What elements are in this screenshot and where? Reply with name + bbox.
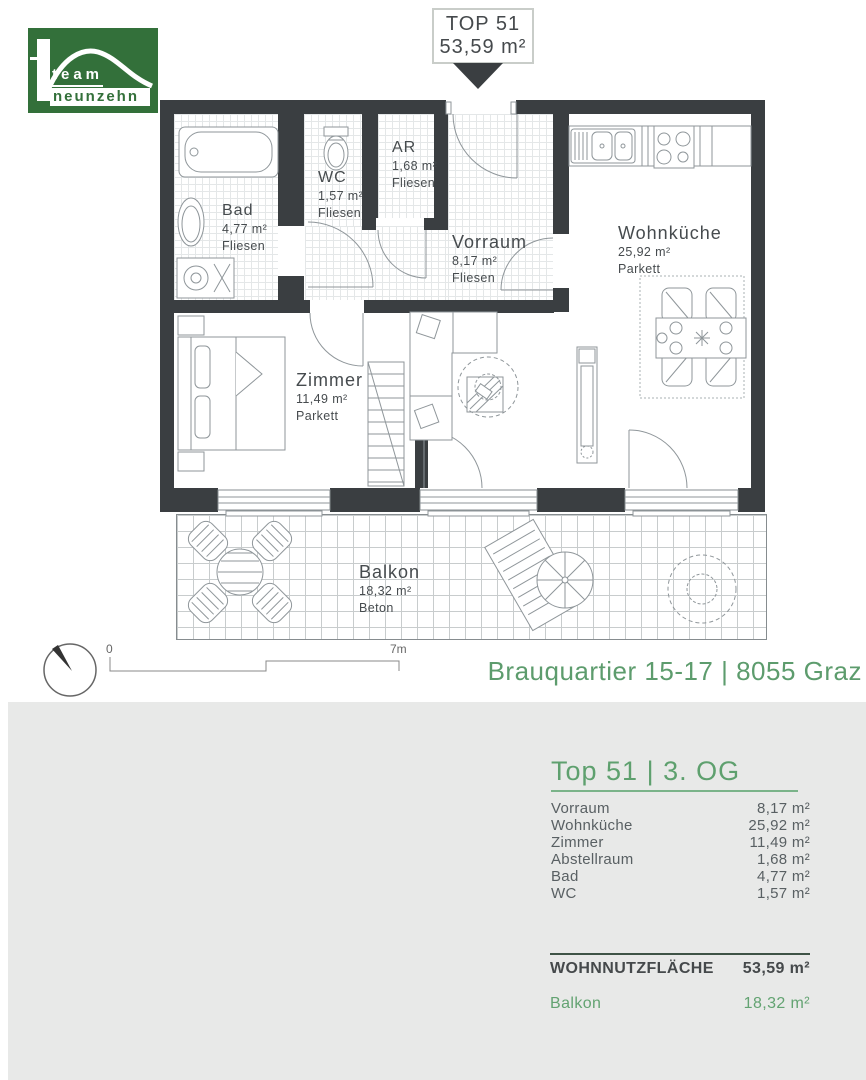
room-label-wohnkueche: Wohnküche 25,92 m² Parkett	[618, 223, 722, 276]
room-label-bad: Bad 4,77 m² Fliesen	[222, 202, 268, 253]
heading-underline	[551, 790, 798, 792]
row-label: Bad	[551, 868, 579, 885]
dining-set-symbol	[640, 276, 746, 398]
row-value: 11,49 m²	[749, 834, 810, 851]
balcony-row	[550, 995, 810, 1013]
row-value: 1,57 m²	[757, 885, 810, 902]
row-value: 1,68 m²	[757, 851, 810, 868]
room-label-zimmer: Zimmer 11,49 m² Parkett	[296, 370, 363, 423]
door-swing	[308, 114, 687, 488]
sideboard-symbol	[577, 347, 597, 463]
scale-bar	[110, 657, 399, 671]
total-divider	[550, 953, 810, 955]
door-jamb	[446, 102, 451, 114]
stove-symbol	[654, 126, 694, 168]
row-label: Wohnküche	[551, 817, 633, 834]
window-symbol	[420, 490, 537, 516]
room-label-vorraum: Vorraum 8,17 m² Fliesen	[452, 232, 528, 285]
balcony-plant-symbol	[668, 555, 736, 623]
balcony-table-symbol	[185, 518, 296, 627]
scale-end-label: 7m	[390, 642, 407, 656]
row-value: 25,92 m²	[748, 817, 810, 834]
washbasin-symbol	[178, 198, 204, 246]
table-row	[551, 800, 810, 817]
door-jamb	[511, 102, 516, 114]
balcony-label: Balkon	[550, 995, 602, 1012]
row-value: 8,17 m²	[757, 800, 810, 817]
parasol-symbol	[537, 552, 593, 608]
unit-callout-title: TOP 51	[445, 13, 521, 35]
row-value: 4,77 m²	[757, 868, 810, 885]
row-label: Zimmer	[551, 834, 604, 851]
window-symbol	[218, 490, 330, 516]
sofa-symbol	[410, 312, 497, 440]
room-label-balkon: Balkon 18,32 m² Beton	[359, 562, 421, 615]
balcony-value: 18,32 m²	[743, 995, 810, 1012]
total-label: WOHNNUTZFLÄCHE	[550, 960, 714, 977]
logo-text-team: team	[52, 66, 103, 87]
table-row	[551, 885, 810, 902]
wardrobe-symbol	[368, 362, 404, 486]
row-label: Abstellraum	[551, 851, 634, 868]
coffee-table-symbol	[467, 377, 503, 412]
room-label-wc: WC 1,57 m² Fliesen	[318, 169, 364, 220]
north-compass	[44, 644, 96, 696]
washing-machine-symbol	[177, 258, 234, 298]
window-symbol	[625, 490, 738, 516]
address-line: Brauquartier 15-17 | 8055 Graz	[487, 656, 862, 686]
row-label: WC	[551, 885, 577, 902]
toilet-symbol	[324, 127, 348, 170]
logo-text-neunzehn: neunzehn	[50, 88, 150, 106]
table-row	[551, 817, 810, 834]
bathtub-symbol	[179, 127, 278, 177]
unit-callout-area: 53,59 m²	[439, 36, 527, 58]
total-value: 53,59 m²	[742, 960, 810, 977]
area-table	[551, 800, 810, 902]
table-row	[551, 868, 810, 885]
room-label-ar: AR 1,68 m² Fliesen	[392, 139, 438, 190]
total-row	[550, 960, 810, 978]
bed-symbol	[178, 316, 285, 471]
table-row	[551, 851, 810, 868]
table-row	[551, 834, 810, 851]
unit-heading: Top 51 | 3. OG	[551, 756, 741, 786]
scale-start-label: 0	[106, 642, 113, 656]
row-label: Vorraum	[551, 800, 610, 817]
